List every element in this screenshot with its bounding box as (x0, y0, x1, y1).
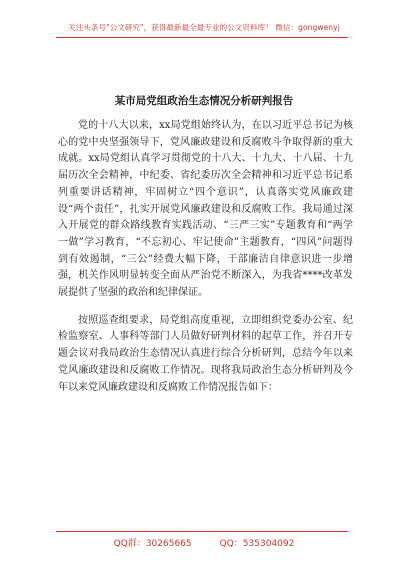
document-title: 某市局党组政治生态情况分析研判报告 (114, 95, 294, 107)
header-banner: 关注头条号"公文研究"，获得最新最全最专业的公文资料库！ 微信：gongwenyj (68, 23, 340, 32)
document-body (58, 118, 353, 407)
header-rule (56, 37, 348, 38)
footer-rule (56, 531, 348, 532)
paragraph-2: 按照巡查组要求，局党组高度重视，立即组织党委办公室、纪检监察室、人事科等部门人员做好研判材料的起草工作，并召开专题会议对我局政治生态情况认真进行综合分析研判，总结今年以来党风廉政建设和反腐败工作情况。现将我局政治生态分析研判及今年以来党风廉政建设和反腐败工作情况报告如下： (58, 314, 353, 393)
paragraph-1: 党的十八大以来，xx局党组始终认为，在以习近平总书记为核心的党中央坚强领导下，党风廉政建设和反腐败斗争取得新的重大成就。xx局党组认真学习贯彻党的十八大、十九大、十八届、十九届历次全会精神，中纪委、省纪委历次全会精神和习近平总书记系列重要讲话精神，牢固树立“四个意识”，认真落实党风廉政建设“两个责任”，扎实开展党风廉政建设和反腐败工作。我局通过深入开展党的群众路线教育实践活动、“三严三实”专题教育和“两学一做”学习教育，“不忘初心、牢记使命”主题教育，“四风”问题得到有效遏制，“三公”经费大幅下降，干部廉洁自律意识进一步增强，机关作风明显转变全面从严治党不断深入，为我省****改革发展提供了坚强的政治和纪律保证。 (58, 120, 353, 299)
footer-qq: QQ：535304092 (219, 539, 295, 549)
footer-qq-group: QQ群：30265665 (113, 539, 192, 549)
footer (0, 536, 408, 549)
